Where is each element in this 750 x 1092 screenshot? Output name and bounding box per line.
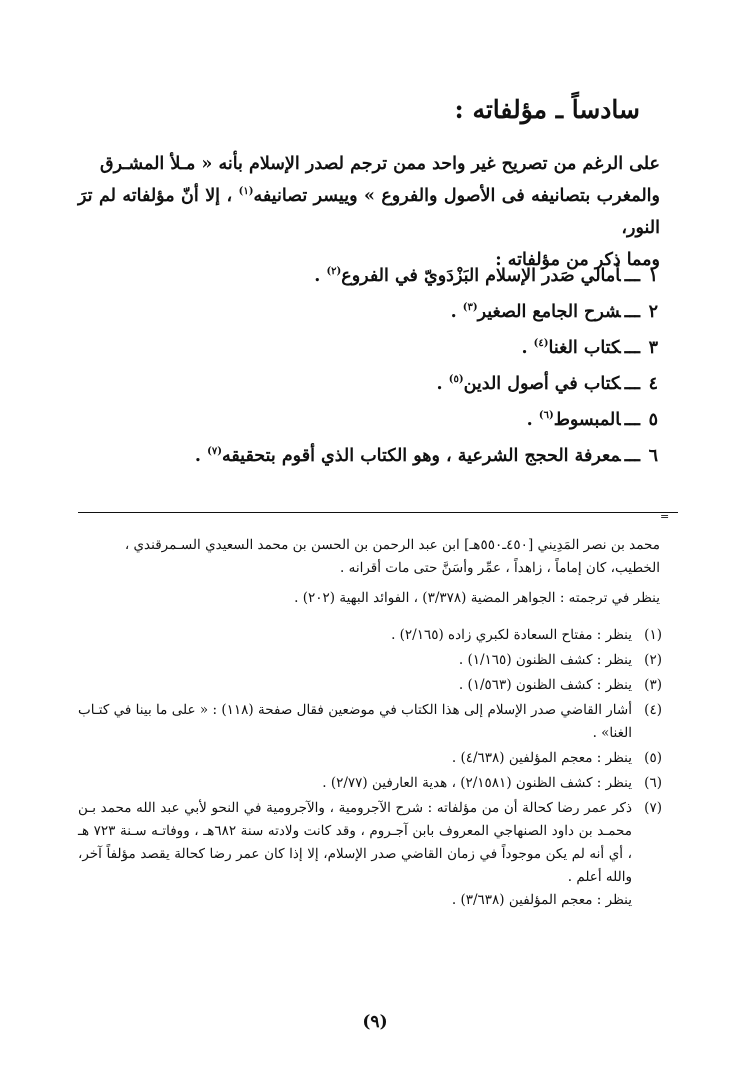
body-line <box>78 180 660 244</box>
work-title: المبسوط <box>553 410 621 430</box>
footnote-ref: (٥) <box>448 374 464 386</box>
footnote-divider <box>78 512 678 513</box>
footnote-item <box>78 699 662 745</box>
footnote-line: ذكر عمر رضا كحالة أن من مؤلفاته : شرح الآجرومية ، والآجرومية في النحو لأبي عبد الله محمد بـن محمـد بن داود الصنهاجي المعروف بابن آجـروم ، وقد كانت ولادته سنة ٦٨٢هـ ، ووفاتـه سـنة ٧٢٣ هـ ، أي أنه لم يكن موجوداً في زمان القاضي صدر الإسلام، إلا إذا كان عمر رضا كحالة يقصد مؤلفاً آخر، والله أعلم . <box>78 800 632 885</box>
footnote-line: ينظر : معجم المؤلفين (٣/٦٣٨) . <box>451 892 632 908</box>
work-title: معرفة الحجج الشرعية ، وهو الكتاب الذي أقوم بتحقيقه <box>221 446 621 466</box>
work-item <box>78 258 658 294</box>
work-item <box>78 438 658 474</box>
work-number: ١ <box>648 266 658 286</box>
work-tail: . <box>436 374 449 394</box>
body-paragraph <box>78 148 660 276</box>
work-number: ٤ <box>648 374 658 394</box>
footnote-item <box>78 772 662 795</box>
work-item <box>78 330 658 366</box>
work-item <box>78 402 658 438</box>
work-dash: ـــ <box>624 374 640 394</box>
footnote-number: (١) <box>644 627 662 643</box>
page-number: (٩) <box>362 1012 388 1032</box>
works-list <box>78 258 658 474</box>
body-line: ومما ذكر من مؤلفاته : <box>495 250 660 270</box>
footnote-item <box>78 747 662 770</box>
work-title: كتاب الغنا <box>548 338 621 358</box>
footnote-number: (٢) <box>644 652 662 668</box>
footnote-ref: (٣) <box>462 302 478 314</box>
footnote-number: (٣) <box>644 677 662 693</box>
footnote-line: الخطيب، كان إماماً ، زاهداً ، عمِّر وأسَنَّ حتى مات أقرانه . <box>340 560 660 576</box>
footnote-item <box>78 624 662 647</box>
footnote-ref: (٧) <box>207 446 222 458</box>
work-tail: . <box>521 338 534 358</box>
footnote-continuation <box>78 534 660 610</box>
footnote-ref: (٤) <box>533 338 549 350</box>
work-tail: . <box>450 302 463 322</box>
footnote-line: ينظر : كشف الظنون (٢/١٥٨١) ، هدية العارفين (٢/٧٧) . <box>322 775 632 791</box>
work-tail: . <box>314 266 327 286</box>
footnote-number: (٧) <box>644 800 662 816</box>
footnote-number: (٦) <box>644 775 662 791</box>
footnote-text <box>78 797 632 912</box>
work-number: ٥ <box>648 410 658 430</box>
body-line: على الرغم من تصريح غير واحد ممن ترجم لصدر الإسلام بأنه « مـلأ المشـرق <box>100 154 660 174</box>
body-text-segment: والمغرب بتصانيفه فى الأصول والفروع » وييسر تصانيفه <box>253 186 660 206</box>
footnote-number: (٥) <box>644 750 662 766</box>
work-dash: ـــ <box>624 338 640 358</box>
footnote-ref: (٢) <box>326 266 342 278</box>
section-heading: سادساً ـ مؤلفاته : <box>454 95 640 124</box>
footnote-line: ينظر : كشف الظنون (١/٥٦٣) . <box>458 677 632 693</box>
work-dash: ـــ <box>624 302 640 322</box>
work-item <box>78 366 658 402</box>
footnote-line: ينظر : كشف الظنون (١/١٦٥) . <box>458 652 632 668</box>
footnote-text <box>78 772 632 795</box>
work-dash: ـــ <box>624 266 640 286</box>
footnote-line: ينظر في ترجمته : الجواهر المضية (٣/٣٧٨) ، الفوائد البهية (٢٠٢) . <box>294 590 660 606</box>
continuation-mark: = <box>660 510 670 523</box>
footnote-number: (٤) <box>644 702 662 718</box>
work-title: أمالي صَدر الإسلام البَزْدَويّ في الفروع <box>341 266 621 286</box>
body-text-segment: ، إلا أنّ مؤلفاته لم ترَ النور، <box>78 186 660 238</box>
work-tail: . <box>194 446 208 466</box>
work-title: شرح الجامع الصغير <box>477 302 621 322</box>
footnotes-list <box>78 624 662 914</box>
footnote-line: ينظر : معجم المؤلفين (٤/٦٣٨) . <box>451 750 632 766</box>
work-number: ٢ <box>648 302 658 322</box>
footnote-ref: (٦) <box>538 410 554 422</box>
footnote-text <box>78 649 632 672</box>
footnote-item <box>78 797 662 912</box>
footnote-text <box>78 747 632 770</box>
footnote-text <box>78 674 632 697</box>
footnote-line: ينظر : مفتاح السعادة لكبري زاده (٢/١٦٥) . <box>391 627 632 643</box>
work-item <box>78 294 658 330</box>
work-number: ٣ <box>648 338 658 358</box>
work-number: ٦ <box>648 446 658 466</box>
work-dash: ـــ <box>624 446 640 466</box>
work-tail: . <box>526 410 539 430</box>
footnote-item <box>78 649 662 672</box>
footnote-line: أشار القاضي صدر الإسلام إلى هذا الكتاب في موضعين فقال صفحة (١١٨) : « على ما بينا في كتـاب الغنا» . <box>78 702 632 741</box>
footnote-ref: (١) <box>238 186 254 198</box>
footnote-text <box>78 699 632 745</box>
footnote-text <box>78 624 632 647</box>
work-dash: ـــ <box>624 410 640 430</box>
footnote-item <box>78 674 662 697</box>
footnote-line: محمد بن نصر المَدِيني [٤٥٠ـ٥٥٠هـ] ابن عبد الرحمن بن الحسن بن محمد السعيدي السـمرقندي ، <box>124 537 660 553</box>
work-title: كتاب في أصول الدين <box>463 374 621 394</box>
